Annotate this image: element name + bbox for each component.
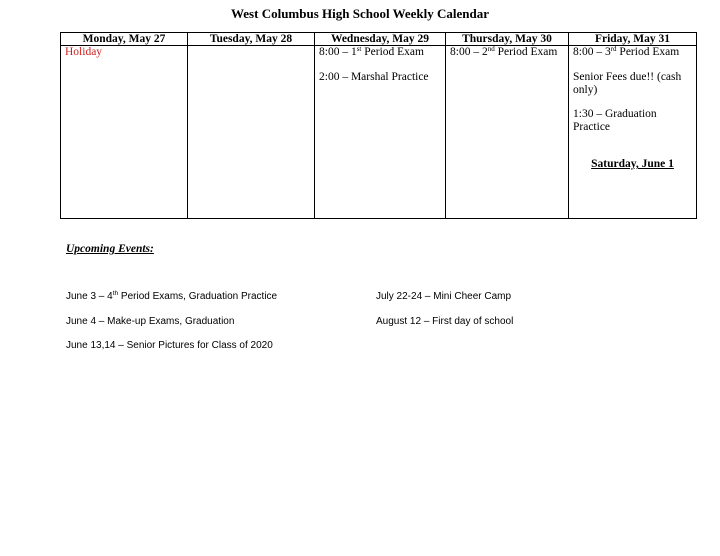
upcoming-event-june3: June 3 – 4th Period Exams, Graduation Practice [66,290,278,302]
day-header-thursday: Thursday, May 30 [446,33,569,46]
saturday-heading: Saturday, June 1 [591,158,674,170]
event-thursday-exam: 8:00 – 2nd Period Exam [450,45,558,58]
upcoming-event-july22: July 22-24 – Mini Cheer Camp [376,291,512,302]
event-wednesday-practice: 2:00 – Marshal Practice [319,71,429,83]
day-header-monday: Monday, May 27 [61,33,188,46]
page-title: West Columbus High School Weekly Calendar [231,6,489,21]
day-header-wednesday: Wednesday, May 29 [315,33,446,46]
upcoming-event-june4: June 4 – Make-up Exams, Graduation [66,316,235,327]
event-wednesday-exam: 8:00 – 1st Period Exam [319,45,424,58]
day-header-tuesday: Tuesday, May 28 [188,33,315,46]
day-header-friday: Friday, May 31 [569,33,697,46]
upcoming-event-august12: August 12 – First day of school [376,316,514,327]
upcoming-event-june13: June 13,14 – Senior Pictures for Class of 2020 [66,340,273,351]
holiday-label: Holiday [65,46,103,58]
event-friday-graduation: 1:30 – Graduation Practice [573,108,657,133]
upcoming-events-heading: Upcoming Events: [66,243,154,255]
event-friday-fees: Senior Fees due!! (cash only) [573,71,682,96]
event-friday-exam: 8:00 – 3rd Period Exam [573,45,680,58]
